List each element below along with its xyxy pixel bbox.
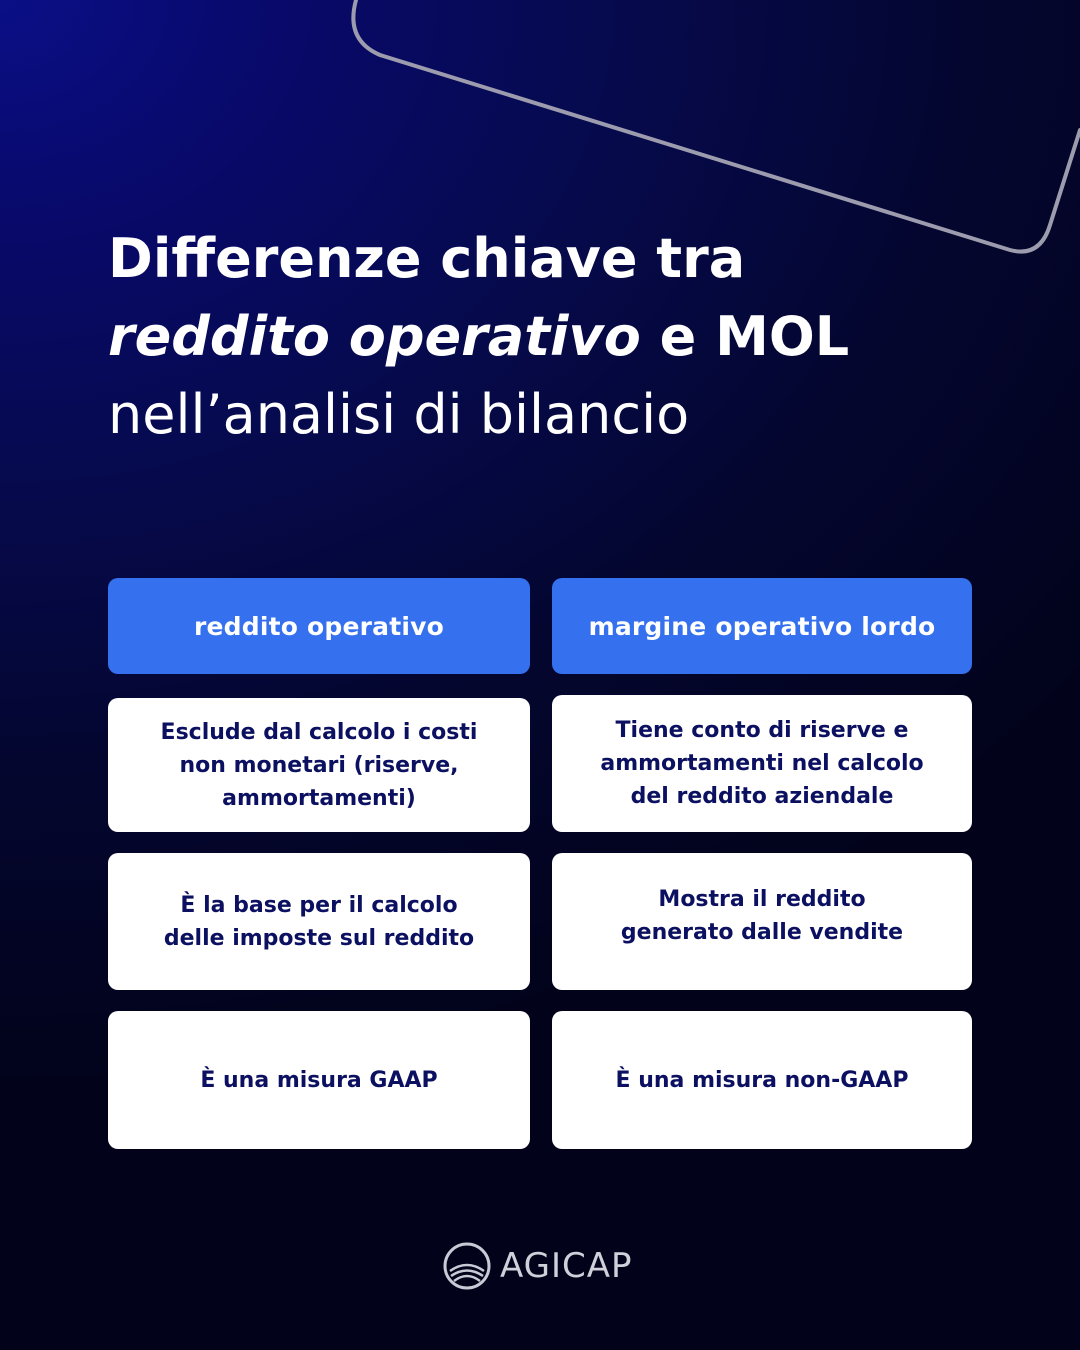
column-header-label: margine operativo lordo <box>588 611 936 641</box>
brand-logo <box>442 1240 633 1292</box>
table-cell <box>552 853 972 990</box>
brand-name: AGICAP <box>500 1246 633 1286</box>
column-header-mol <box>552 578 972 674</box>
column-header-label: reddito operativo <box>193 611 445 641</box>
cell-text: Esclude dal calcolo i costi non monetari (riserve, ammortamenti) <box>160 719 478 811</box>
headline-line-2 <box>108 298 1008 376</box>
table-cell <box>552 695 972 832</box>
headline-line-3: nell’analisi di bilancio <box>108 383 690 446</box>
cell-text: È una misura GAAP <box>200 1067 438 1093</box>
table-cell <box>108 1011 530 1149</box>
table-cell <box>108 698 530 832</box>
agicap-logo-icon <box>442 1241 492 1291</box>
headline-italic-term: reddito operativo <box>108 305 641 368</box>
column-header-reddito-operativo <box>108 578 530 674</box>
table-cell <box>108 853 530 990</box>
cell-text: È una misura non-GAAP <box>615 1067 909 1093</box>
headline <box>108 220 1008 454</box>
cell-text: È la base per il calcolo delle imposte sul reddito <box>163 892 475 951</box>
headline-line-1: Differenze chiave tra <box>108 227 746 290</box>
table-cell <box>552 1011 972 1149</box>
headline-line-2-rest: e MOL <box>640 305 850 368</box>
cell-text: Tiene conto di riserve e ammortamenti nel calcolo del reddito aziendale <box>600 718 924 809</box>
cell-text: Mostra il reddito generato dalle vendite <box>620 886 904 945</box>
